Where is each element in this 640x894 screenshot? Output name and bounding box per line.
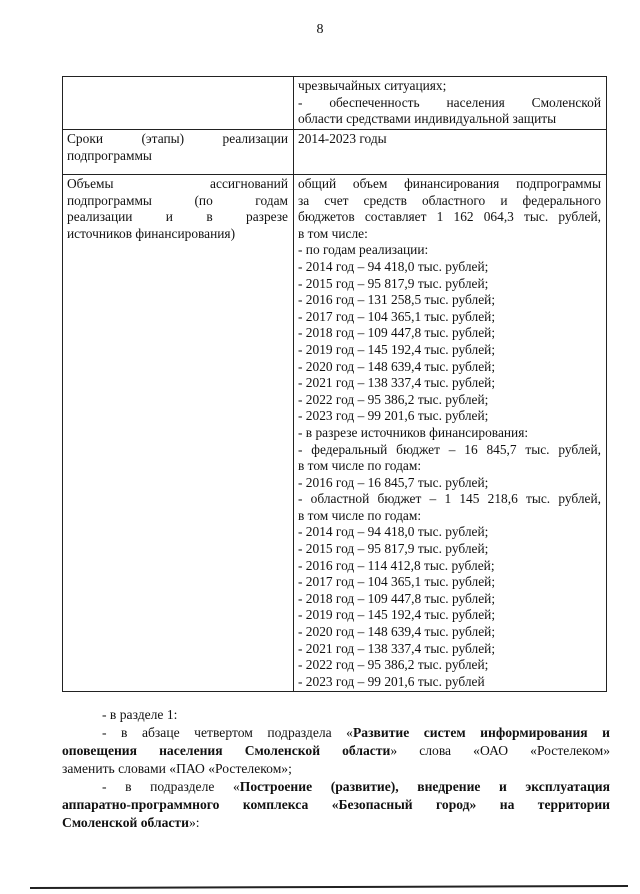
table-cell-funding xyxy=(294,175,607,692)
table-row xyxy=(63,175,607,692)
paragraph: - в разделе 1: xyxy=(102,707,178,722)
funding-line: - федеральный бюджет – 16 845,7 тыс. рублей, xyxy=(298,441,601,457)
cell-line: области средствами индивидуальной защиты xyxy=(298,111,557,127)
cell-line: Объемы ассигнований xyxy=(67,176,288,191)
text-run-bold: Развитие систем информирования и xyxy=(352,725,610,740)
cell-line: подпрограммы (по годам xyxy=(67,192,288,208)
funding-line: общий объем финансирования подпрограммы xyxy=(298,176,601,191)
funding-line: бюджетов составляет 1 162 064,3 тыс. рублей, xyxy=(298,209,601,225)
funding-line: - в разрезе источников финансирования: xyxy=(298,424,529,440)
text-run: »: xyxy=(188,815,200,830)
paragraph xyxy=(62,724,610,742)
funding-line: - 2023 год – 99 201,6 тыс. рублей xyxy=(298,673,485,689)
funding-line: - 2019 год – 145 192,4 тыс. рублей; xyxy=(298,607,496,623)
text-run: - в абзаце четвертом подраздела « xyxy=(102,725,353,740)
text-run-bold: аппаратно-программного комплекса «Безопасный город» на территории xyxy=(62,797,610,812)
table-row xyxy=(63,77,607,130)
funding-line: в том числе по годам: xyxy=(298,507,422,523)
funding-line: - 2020 год – 148 639,4 тыс. рублей; xyxy=(298,358,496,374)
funding-line: - 2021 год – 138 337,4 тыс. рублей; xyxy=(298,375,496,391)
funding-line: - 2016 год – 114 412,8 тыс. рублей; xyxy=(298,557,495,573)
funding-line: - 2019 год – 145 192,4 тыс. рублей; xyxy=(298,341,496,357)
funding-line: - 2018 год – 109 447,8 тыс. рублей; xyxy=(298,325,496,341)
cell-line: подпрограммы xyxy=(67,147,152,163)
funding-line: - 2016 год – 16 845,7 тыс. рублей; xyxy=(298,474,489,490)
funding-line: - областной бюджет – 1 145 218,6 тыс. рублей, xyxy=(298,491,601,507)
funding-line: - 2017 год – 104 365,1 тыс. рублей; xyxy=(298,574,496,590)
cell-line: источников финансирования) xyxy=(67,225,236,241)
passport-table xyxy=(62,76,607,692)
table-cell-label xyxy=(63,175,294,692)
cell-line: - обеспеченность населения Смоленской xyxy=(298,94,601,110)
funding-line: - 2015 год – 95 817,9 тыс. рублей; xyxy=(298,541,489,557)
amendment-text xyxy=(62,706,610,832)
funding-line: в том числе: xyxy=(298,225,368,241)
funding-line: - 2017 год – 104 365,1 тыс. рублей; xyxy=(298,308,496,324)
table-cell-value xyxy=(294,77,607,130)
funding-line: - 2018 год – 109 447,8 тыс. рублей; xyxy=(298,590,496,606)
funding-line: - 2021 год – 138 337,4 тыс. рублей; xyxy=(298,640,496,656)
paragraph xyxy=(62,742,610,760)
funding-line: - 2023 год – 99 201,6 тыс. рублей; xyxy=(298,408,489,424)
funding-line: - 2020 год – 148 639,4 тыс. рублей; xyxy=(298,624,496,640)
funding-line: в том числе по годам: xyxy=(298,458,422,474)
paragraph: заменить словами «ПАО «Ростелеком»; xyxy=(62,761,292,776)
table-cell-empty xyxy=(63,77,294,130)
cell-line: реализации и в разрезе xyxy=(67,209,288,225)
text-run: » слова «ОАО «Ростелеком» xyxy=(390,743,610,758)
cell-line: чрезвычайных ситуациях; xyxy=(298,78,447,93)
funding-line: - 2014 год – 94 418,0 тыс. рублей; xyxy=(298,524,489,540)
text-run-bold: Смоленской области xyxy=(62,815,189,830)
funding-line: - 2016 год – 131 258,5 тыс. рублей; xyxy=(298,292,496,308)
funding-line: за счет средств областного и федерального xyxy=(298,192,601,208)
funding-line: - 2014 год – 94 418,0 тыс. рублей; xyxy=(298,258,489,274)
funding-line: - 2022 год – 95 386,2 тыс. рублей; xyxy=(298,391,489,407)
funding-line: - 2015 год – 95 817,9 тыс. рублей; xyxy=(298,275,489,291)
text-run-bold: оповещения населения Смоленской области xyxy=(62,743,391,758)
cell-line: Сроки (этапы) реализации xyxy=(67,131,288,146)
text-run-bold: Построение (развитие), внедрение и эксплуатация xyxy=(239,779,610,794)
funding-line: - 2022 год – 95 386,2 тыс. рублей; xyxy=(298,657,489,673)
page-number: 8 xyxy=(316,22,324,37)
table-row xyxy=(63,130,607,175)
table-cell-label xyxy=(63,130,294,175)
text-run: - в подразделе « xyxy=(102,779,240,794)
paragraph xyxy=(62,814,610,832)
funding-line: - по годам реализации: xyxy=(298,242,429,258)
table-cell-value: 2014-2023 годы xyxy=(294,130,607,175)
paragraph xyxy=(62,778,610,796)
bottom-rule xyxy=(30,885,628,889)
paragraph xyxy=(62,796,610,814)
